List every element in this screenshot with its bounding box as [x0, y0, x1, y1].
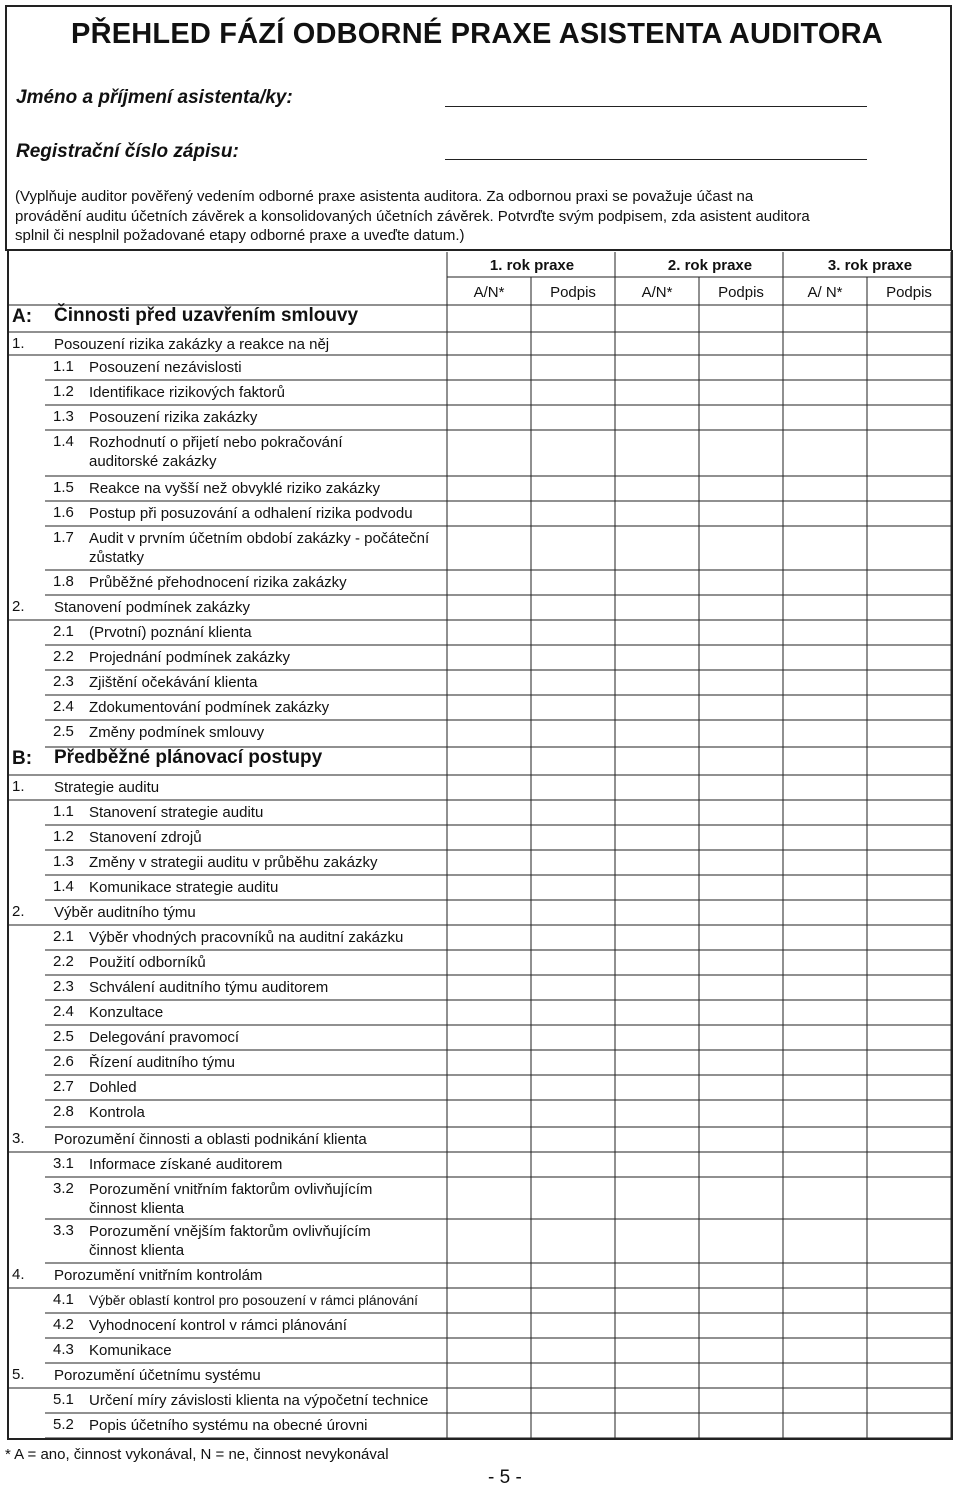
- activity-label: Informace získané auditorem: [89, 1156, 283, 1173]
- row-number: 2.7: [53, 1078, 74, 1095]
- row-number: 2.5: [53, 1028, 74, 1045]
- row-number: 1.7: [53, 529, 74, 546]
- row-number: 1.3: [53, 408, 74, 425]
- row-number: 1.4: [53, 433, 74, 450]
- row-number: B:: [12, 748, 33, 769]
- activity-label: Konzultace: [89, 1004, 164, 1021]
- activity-label: Popis účetního systému na obecné úrovni: [89, 1417, 368, 1434]
- activity-label: Výběr vhodných pracovníků na auditní zakázku: [89, 929, 404, 946]
- row-number: 2.3: [53, 673, 74, 690]
- row-number: 2.2: [53, 648, 74, 665]
- row-number: 1.1: [53, 358, 74, 375]
- col-an-1: A/N*: [473, 284, 505, 301]
- col-podpis-1: Podpis: [550, 284, 596, 301]
- row-number: 2.: [12, 598, 25, 615]
- row-number: 1.6: [53, 504, 74, 521]
- activity-label-line: auditorské zakázky: [89, 453, 217, 470]
- row-number: 3.1: [53, 1155, 74, 1172]
- activity-label: Stanovení zdrojů: [89, 829, 202, 846]
- group-heading: Porozumění vnitřním kontrolám: [54, 1267, 263, 1284]
- activity-label: Změny v strategii auditu v průběhu zakázky: [89, 854, 378, 871]
- activity-label: Komunikace strategie auditu: [89, 879, 279, 896]
- activity-label-line: Audit v prvním účetním období zakázky - počáteční: [89, 530, 430, 547]
- section-heading: Předběžné plánovací postupy: [54, 747, 323, 768]
- group-heading: Porozumění činnosti a oblasti podnikání klienta: [54, 1131, 367, 1148]
- activity-label: Posouzení rizika zakázky: [89, 409, 258, 426]
- activity-label-line: zůstatky: [89, 549, 145, 566]
- row-number: 1.1: [53, 803, 74, 820]
- activity-label-line: činnost klienta: [89, 1200, 185, 1217]
- activity-label: Identifikace rizikových faktorů: [89, 384, 285, 401]
- activity-label: Postup při posuzování a odhalení rizika podvodu: [89, 505, 413, 522]
- page-title: PŘEHLED FÁZÍ ODBORNÉ PRAXE ASISTENTA AUDITORA: [71, 18, 883, 50]
- activity-label-line: Rozhodnutí o přijetí nebo pokračování: [89, 434, 343, 451]
- activity-label: [89, 1180, 372, 1218]
- year-2-header: 2. rok praxe: [667, 257, 753, 274]
- activity-label: Změny podmínek smlouvy: [89, 724, 265, 741]
- row-number: 2.3: [53, 978, 74, 995]
- row-number: 1.2: [53, 828, 74, 845]
- row-number: 2.8: [53, 1103, 74, 1120]
- col-an-2: A/N*: [641, 284, 673, 301]
- instructions: (Vyplňuje auditor pověřený vedením odborné praxe asistenta auditora. Za odbornou praxi se považuje účast na provádění auditu účetních závěrek a konsolidovaných účetních závěrek. Potvrďte svým podpisem, zda asistent auditora splnil či nesplnil požadované etapy odborné praxe a uveďte datum.): [15, 188, 810, 244]
- activity-label: Řízení auditního týmu: [89, 1054, 235, 1071]
- name-label: Jméno a příjmení asistenta/ky:: [16, 87, 293, 108]
- group-heading: Porozumění účetnímu systému: [54, 1367, 261, 1384]
- activity-label: Zdokumentování podmínek zakázky: [89, 699, 330, 716]
- group-heading: Stanovení podmínek zakázky: [54, 599, 250, 616]
- row-number: 4.1: [53, 1291, 74, 1308]
- activity-label: [89, 433, 343, 471]
- activity-label: Vyhodnocení kontrol v rámci plánování: [89, 1317, 347, 1334]
- row-number: 5.1: [53, 1391, 74, 1408]
- activity-label: Stanovení strategie auditu: [89, 804, 264, 821]
- footnote: * A = ano, činnost vykonával, N = ne, činnost nevykonával: [5, 1446, 389, 1463]
- activity-label: Reakce na vyšší než obvyklé riziko zakázky: [89, 480, 380, 497]
- activity-label: Použití odborníků: [89, 954, 206, 971]
- group-heading: Výběr auditního týmu: [54, 904, 196, 921]
- row-number: 2.1: [53, 623, 74, 640]
- row-number: 1.: [12, 335, 25, 352]
- row-number: 1.2: [53, 383, 74, 400]
- activity-label: Dohled: [89, 1079, 137, 1096]
- activity-label: Komunikace: [89, 1342, 172, 1359]
- row-number: 1.3: [53, 853, 74, 870]
- row-number: 2.4: [53, 1003, 74, 1020]
- row-number: 3.3: [53, 1222, 74, 1239]
- col-podpis-2: Podpis: [718, 284, 764, 301]
- row-number: 1.8: [53, 573, 74, 590]
- activity-label: Výběr oblastí kontrol pro posouzení v rámci plánování: [89, 1293, 419, 1308]
- row-number: 2.4: [53, 698, 74, 715]
- year-1-header: 1. rok praxe: [489, 257, 575, 274]
- row-number: 2.5: [53, 723, 74, 740]
- row-number: 2.: [12, 903, 25, 920]
- activity-label: Kontrola: [89, 1104, 145, 1121]
- row-number: 3.: [12, 1130, 25, 1147]
- row-number: 3.2: [53, 1180, 74, 1197]
- activity-label: [89, 1222, 371, 1260]
- group-heading: Strategie auditu: [54, 779, 160, 796]
- activity-label: [89, 529, 429, 567]
- row-number: 4.: [12, 1266, 25, 1283]
- row-number: 5.: [12, 1366, 25, 1383]
- activity-label-line: Porozumění vnějším faktorům ovlivňujícím: [89, 1223, 371, 1240]
- row-number: 1.4: [53, 878, 74, 895]
- activity-label-line: Porozumění vnitřním faktorům ovlivňujícím: [89, 1181, 373, 1198]
- section-heading: Činnosti před uzavřením smlouvy: [54, 305, 359, 326]
- activity-label: Posouzení nezávislosti: [89, 359, 242, 376]
- row-number: 4.3: [53, 1341, 74, 1358]
- col-podpis-3: Podpis: [886, 284, 932, 301]
- row-number: 1.5: [53, 479, 74, 496]
- row-number: A:: [12, 306, 33, 327]
- col-an-3: A/ N*: [807, 284, 843, 301]
- row-number: 2.2: [53, 953, 74, 970]
- activity-label: Delegování pravomocí: [89, 1029, 240, 1046]
- activity-label-line: činnost klienta: [89, 1242, 185, 1259]
- activity-label: Průběžné přehodnocení rizika zakázky: [89, 574, 347, 591]
- row-number: 1.: [12, 778, 25, 795]
- activity-label: (Prvotní) poznání klienta: [89, 624, 252, 641]
- activity-label: Schválení auditního týmu auditorem: [89, 979, 329, 996]
- row-number: 5.2: [53, 1416, 74, 1433]
- row-number: 4.2: [53, 1316, 74, 1333]
- page-number: - 5 -: [488, 1467, 522, 1488]
- group-heading: Posouzení rizika zakázky a reakce na něj: [54, 336, 330, 353]
- activity-label: Zjištění očekávání klienta: [89, 674, 258, 691]
- registration-label: Registrační číslo zápisu:: [16, 141, 239, 162]
- activity-label: Projednání podmínek zakázky: [89, 649, 290, 666]
- row-number: 2.6: [53, 1053, 74, 1070]
- row-number: 2.1: [53, 928, 74, 945]
- year-3-header: 3. rok praxe: [827, 257, 913, 274]
- activity-label: Určení míry závislosti klienta na výpočetní technice: [89, 1392, 429, 1409]
